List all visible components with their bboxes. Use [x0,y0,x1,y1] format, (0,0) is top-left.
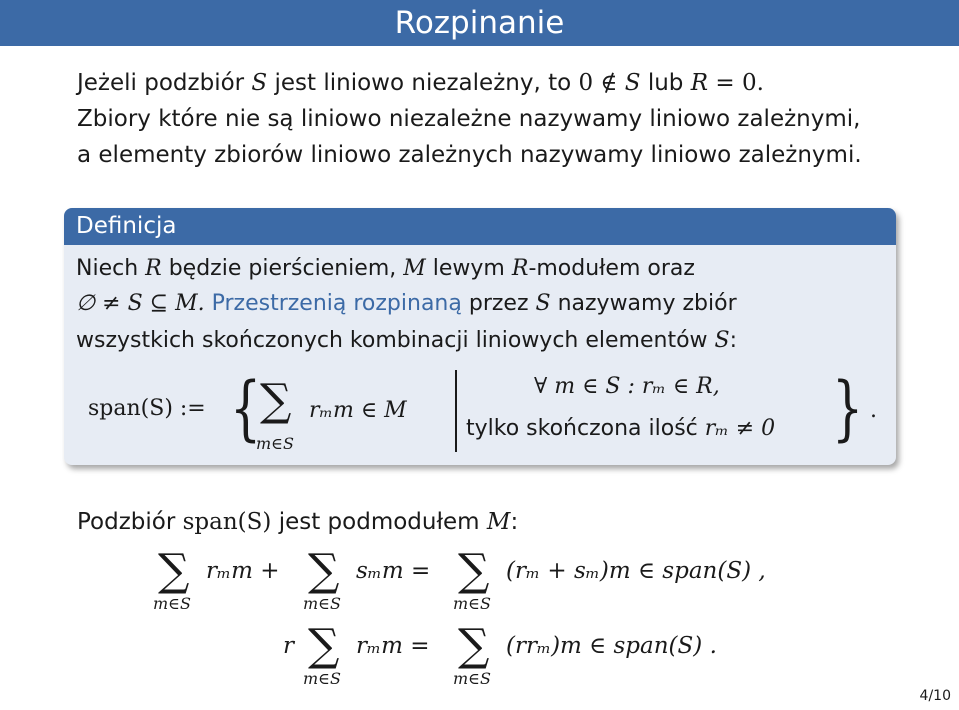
slide-title: Rozpinanie [394,5,565,41]
sub-text: : [510,509,519,535]
sum-symbol: ∑ [308,620,340,671]
equation-term: (rrₘ)m ∈ span(S) . [506,633,717,659]
intro-text: Jeżeli podzbiór [77,70,252,96]
equation-term: rₘm = [356,633,430,659]
definition-line-2 [76,291,737,316]
set-divider [455,370,457,452]
intro-line-2: Zbiory które nie są liniowo niezależne nazywamy liniowo zależnymi, [77,106,861,132]
definition-line-1 [76,256,695,281]
math-var: R [690,70,709,96]
intro-text: lub [640,70,691,96]
def-text: będzie pierścieniem, [161,256,404,281]
def-text: przez [461,291,536,316]
sum-subscript: m∈S [256,434,294,453]
definition-block [64,208,896,465]
def-text: -modułem oraz [528,256,695,281]
def-text: Niech [76,256,146,281]
span-definition-lhs: span(S) := [88,396,206,421]
definition-line-3 [76,328,737,353]
sub-text: Podzbiór [77,509,183,535]
sum-subscript: m∈S [303,669,341,688]
math-var: S [251,70,268,96]
condition-1: ∀ m ∈ S : rₘ ∈ R, [534,374,720,399]
def-text: : [729,328,738,353]
def-text: nazywamy zbiór [550,291,737,316]
def-text: wszystkich skończonych kombinacji liniowych elementów [76,328,715,353]
equation-term: (rₘ + sₘ)m ∈ span(S) , [506,558,766,584]
intro-line-1 [77,70,764,96]
math-expr: ∅ ≠ S ⊆ M. [76,291,205,316]
condition-text: tylko skończona ilość [466,416,705,441]
sum-subscript: m∈S [303,594,341,613]
equation-term: sₘm = [356,558,431,584]
sum-symbol: ∑ [458,545,490,596]
math-expr: = 0. [708,70,764,96]
definition-header [64,208,896,245]
right-brace: } [832,367,864,449]
definition-heading: Definicja [76,213,177,239]
math-expr: span(S) [182,509,272,535]
math-var: S [624,70,641,96]
sum-symbol: ∑ [308,545,340,596]
sum-symbol: ∑ [458,620,490,671]
sum-subscript: m∈S [153,594,191,613]
sub-text: jest podmodułem [271,509,487,535]
math-var: R [145,256,162,281]
condition-2 [466,416,775,441]
intro-text: jest liniowo niezależny, to [267,70,579,96]
math-var: R [511,256,529,281]
equation-term: rₘm + [206,558,280,584]
sum-symbol: ∑ [158,545,190,596]
left-brace: { [230,367,262,449]
condition-math: rₘ ≠ 0 [704,416,776,441]
formula-period: . [870,398,877,423]
sum-term: rₘm ∈ M [309,398,407,423]
page-number: 4/10 [919,688,951,704]
submodule-line [77,509,518,535]
math-var: S [714,328,730,353]
sum-symbol: ∑ [260,375,292,426]
def-text: lewym [425,256,512,281]
math-var: S [535,291,551,316]
sum-subscript: m∈S [453,669,491,688]
math-expr: 0 ∉ [578,70,625,96]
math-var: M [403,256,426,281]
intro-line-3: a elementy zbiorów liniowo zależnych nazywamy liniowo zależnymi. [77,142,862,168]
scalar-r: r [283,633,294,659]
sum-subscript: m∈S [453,594,491,613]
math-var: M [486,509,511,535]
highlighted-term: Przestrzenią rozpinaną [211,291,462,316]
